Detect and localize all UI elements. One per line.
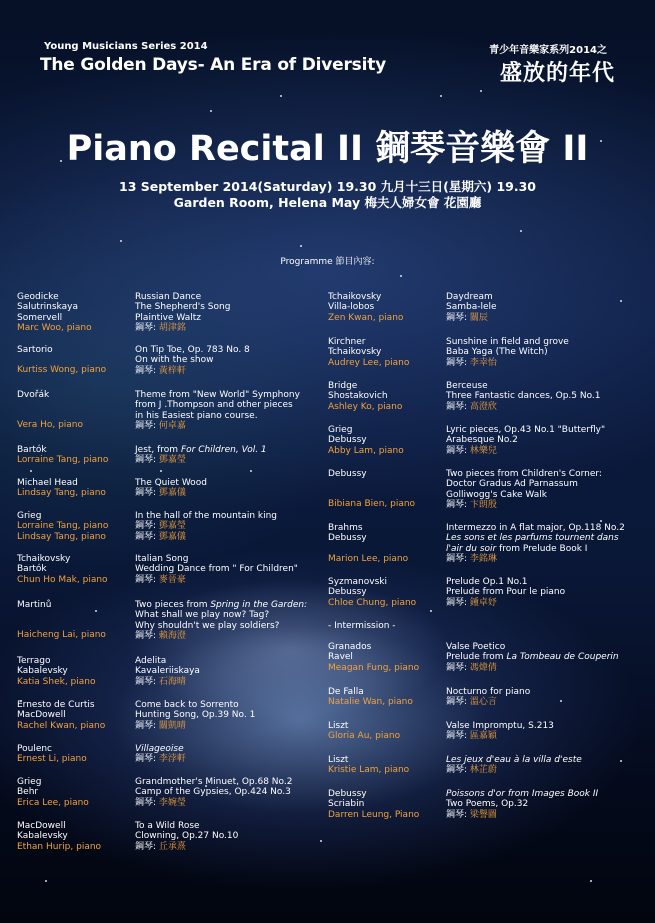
piece-title: Why shouldn't we play soldiers?	[135, 620, 280, 631]
pieces-right-6	[446, 577, 565, 608]
composer: MacDowell	[17, 710, 66, 721]
star-dot	[480, 90, 482, 92]
performer: Erica Lee, piano	[17, 797, 89, 808]
composer: Granados	[328, 642, 372, 652]
date-line: 13 September 2014(Saturday) 19.30 九月十三日(星期六) 19.30	[119, 179, 536, 194]
star-dot	[30, 470, 32, 472]
performance-right-6	[328, 577, 416, 608]
star-dot	[250, 470, 252, 472]
series-subtitle-zh: 盛放的年代	[499, 61, 615, 86]
performance-right-1	[328, 337, 409, 368]
composer: Grieg	[17, 777, 42, 787]
piano-line: 鋼琴: 麥晉豪	[135, 574, 186, 585]
piano-line: 鋼琴: 李婉瑩	[135, 797, 186, 808]
piece-title: Valse Poetico	[446, 642, 506, 652]
piece-title: Sunshine in field and grove	[446, 337, 569, 347]
star-dot	[620, 760, 622, 762]
star-dot	[45, 880, 47, 882]
composer: Debussy	[328, 587, 367, 598]
piece-title: Hunting Song, Op.39 No. 1	[135, 710, 256, 721]
performer: Gloria Au, piano	[328, 731, 401, 742]
piano-line: 鋼琴: 溫心言	[446, 697, 497, 708]
series-subtitle-en: The Golden Days- An Era of Diversity	[40, 55, 387, 75]
pianist-zh: 石海晴	[158, 676, 186, 687]
pieces-left-8	[135, 656, 200, 687]
piano-line: 鋼琴: 李浡軒	[135, 754, 186, 765]
pieces-left-7	[135, 600, 307, 641]
composer: Brahms	[328, 523, 363, 533]
pieces-right-1	[446, 337, 569, 368]
piano-line: 鋼琴: 關辰	[446, 312, 488, 323]
composer: Poulenc	[17, 744, 53, 754]
piece-title: from J .Thompson and other pieces	[135, 400, 293, 411]
pieces-right-10	[446, 755, 582, 776]
performance-right-10	[328, 755, 409, 776]
piece-title: Two pieces from Spring in the Garden:	[135, 600, 308, 610]
pianist-zh: 關辰	[469, 312, 488, 323]
performance-left-2	[17, 390, 83, 431]
composer: Syzmanovski	[328, 577, 387, 587]
piano-line: 鋼琴: 卞朗殷	[446, 499, 497, 510]
piano-line: 鋼琴: 高澄欣	[446, 401, 497, 412]
piano-line: 鋼琴: 關凱晴	[135, 720, 186, 731]
performer: Chloe Chung, piano	[328, 597, 417, 608]
piece-title: Daydream	[446, 292, 493, 302]
composer: Bridge	[328, 381, 358, 391]
pianist-zh: 鄧嘉瑩	[158, 521, 186, 532]
composer: Somervell	[17, 312, 63, 323]
piano-line: 鋼琴: 林樂兒	[446, 445, 497, 456]
pianist-zh: 區嘉穎	[469, 731, 497, 742]
pieces-right-9	[446, 721, 554, 742]
piece-title: The Quiet Wood	[135, 478, 207, 488]
performer: Lorraine Tang, piano	[17, 455, 109, 466]
piece-title: On with the show	[135, 355, 214, 366]
performance-right-4	[328, 469, 415, 510]
pianist-zh: 鍾卓妤	[469, 597, 497, 608]
piece-title: Jest, from For Children, Vol. 1	[135, 445, 267, 455]
star-dot	[210, 110, 212, 112]
piece-title: Come back to Sorrento	[135, 700, 239, 710]
composer: Salutrinskaya	[17, 302, 78, 313]
pieces-left-1	[135, 345, 250, 376]
pieces-left-4	[135, 478, 207, 499]
composer: Geodicke	[17, 292, 59, 302]
pianist-zh: 林樂兒	[469, 445, 497, 456]
star-dot	[300, 245, 302, 247]
composer: Debussy	[328, 533, 367, 544]
star-dot	[600, 520, 602, 522]
piece-title: Les sons et les parfums tournent dans	[446, 533, 619, 544]
performance-left-5	[17, 511, 108, 542]
piece-title: Golliwogg's Cake Walk	[446, 489, 547, 500]
pianist-zh: 李浡軒	[158, 754, 186, 765]
pianist-zh: 關凱晴	[158, 720, 186, 731]
performer: Natalie Wan, piano	[328, 697, 413, 708]
intermission: - Intermission -	[328, 621, 396, 631]
piece-title: Doctor Gradus Ad Parnassum	[446, 479, 578, 490]
piece-title: Wedding Dance from " For Children"	[135, 564, 298, 575]
piece-title: Lyric pieces, Op.43 No.1 "Butterfly"	[446, 425, 606, 435]
star-dot	[520, 230, 522, 232]
pianist-zh: 李銘琳	[469, 553, 497, 564]
performance-right-7	[328, 642, 419, 673]
performer: Vera Ho, piano	[17, 420, 84, 431]
composer: Ernesto de Curtis	[17, 700, 95, 710]
performer: Chun Ho Mak, piano	[17, 574, 108, 585]
pieces-left-6	[135, 554, 298, 585]
pianist-zh: 鄧嘉儀	[158, 531, 186, 542]
pianist-zh: 胡津銘	[158, 322, 186, 333]
performance-left-6	[17, 554, 108, 585]
pianist-zh: 何卓嘉	[158, 420, 186, 431]
performance-right-5	[328, 523, 408, 564]
pieces-right-2	[446, 381, 601, 412]
pieces-right-4	[446, 469, 602, 510]
performance-left-7	[17, 600, 106, 641]
pieces-right-0	[446, 292, 497, 323]
piece-title: Arabesque No.2	[446, 435, 518, 446]
piece-title: Valse Impromptu, S.213	[446, 721, 554, 731]
pianist-zh: 溫心言	[469, 697, 497, 708]
composer: Tchaikovsky	[17, 554, 71, 564]
performance-left-3	[17, 445, 108, 466]
composer: MacDowell	[17, 821, 66, 831]
pieces-right-7	[446, 642, 619, 673]
composer: Villa-lobos	[328, 302, 375, 313]
composer: Liszt	[328, 755, 349, 765]
performance-left-0	[17, 292, 92, 333]
pieces-right-5	[446, 523, 625, 564]
pieces-left-9	[135, 700, 255, 731]
pianist-zh: 鄧嘉儀	[158, 488, 186, 499]
piano-line: 鋼琴: 區嘉穎	[446, 731, 497, 742]
piece-title: Samba-lele	[446, 302, 497, 313]
performance-left-8	[17, 656, 96, 687]
performance-right-2	[328, 381, 402, 412]
performer: Haicheng Lai, piano	[17, 630, 106, 641]
piece-title: Berceuse	[446, 381, 488, 391]
pieces-right-3	[446, 425, 605, 456]
piano-line: 鋼琴: 黃梓軒	[135, 365, 186, 376]
piece-title: What shall we play now? Tag?	[135, 610, 270, 621]
programme-label: Programme 節目內容:	[280, 257, 375, 267]
piece-title: Prelude from Pour le piano	[446, 587, 566, 598]
pianist-zh: 鄧嘉瑩	[158, 455, 186, 466]
performance-right-8	[328, 687, 413, 708]
performer: Ashley Ko, piano	[328, 401, 403, 412]
composer: Kirchner	[328, 337, 366, 347]
performer: Lorraine Tang, piano	[17, 521, 109, 532]
composer: Debussy	[328, 435, 367, 446]
performance-right-9	[328, 721, 400, 742]
piece-title: Grandmother's Minuet, Op.68 No.2	[135, 777, 293, 787]
performance-left-10	[17, 744, 87, 765]
performer: Audrey Lee, piano	[328, 357, 410, 368]
performance-left-9	[17, 700, 105, 731]
piece-title: Camp of the Gypsies, Op.424 No.3	[135, 787, 291, 798]
piano-line: 鋼琴: 賴海澄	[135, 630, 186, 641]
piece-title: Villageoise	[135, 744, 184, 754]
star-dot	[440, 95, 442, 97]
piece-title: Baba Yaga (The Witch)	[446, 347, 548, 358]
piece-title: Italian Song	[135, 554, 189, 564]
pianist-zh: 丘承熹	[158, 841, 186, 852]
composer: Kabalevsky	[17, 666, 68, 677]
composer: Bartók	[17, 445, 47, 455]
piano-line: 鋼琴: 丘承熹	[135, 841, 186, 852]
composer: Sartorio	[17, 345, 53, 355]
piano-line: 鋼琴: 馮煒倩	[446, 662, 497, 673]
piece-title: In the hall of the mountain king	[135, 511, 278, 521]
piano-line: 鋼琴: 李銘琳	[446, 553, 497, 564]
series-title-zh: 青少年音樂家系列2014之	[489, 45, 607, 56]
star-dot	[620, 300, 622, 302]
pianist-zh: 梁譽圖	[469, 809, 497, 820]
pianist-zh: 馮煒倩	[469, 662, 497, 673]
recital-title: Piano Recital II 鋼琴音樂會 II	[66, 129, 589, 169]
piece-title: On Tip Toe, Op. 783 No. 8	[135, 345, 250, 355]
pianist-zh: 高澄欣	[469, 401, 497, 412]
series-title-en: Young Musicians Series 2014	[44, 41, 208, 52]
composer: De Falla	[328, 687, 364, 697]
piano-line: 鋼琴: 李幸怡	[446, 357, 497, 368]
performance-right-0	[328, 292, 403, 323]
performance-right-3	[328, 425, 404, 456]
piece-title: Three Fantastic dances, Op.5 No.1	[446, 391, 601, 402]
composer: Kabalevsky	[17, 831, 68, 842]
piano-line: 鋼琴: 鄧嘉瑩	[135, 521, 186, 532]
pieces-left-12	[135, 821, 238, 852]
composer: Dvořák	[17, 390, 50, 400]
piece-title: l'air du soir from Prelude Book I	[446, 543, 588, 554]
pianist-zh: 李幸怡	[469, 357, 497, 368]
piece-title: Two Poems, Op.32	[446, 799, 529, 810]
composer: Ravel	[328, 652, 353, 663]
star-dot	[320, 840, 322, 842]
performer: Marion Lee, piano	[328, 553, 409, 564]
composer: Terrago	[17, 656, 51, 666]
performer: Ernest Li, piano	[17, 754, 87, 765]
pieces-right-11	[446, 789, 598, 820]
composer: Behr	[17, 787, 39, 798]
piece-title: Les jeux d'eau à la villa d'este	[446, 755, 582, 765]
pieces-left-5	[135, 511, 277, 542]
composer: Tchaikovsky	[328, 292, 382, 302]
star-dot	[560, 700, 562, 702]
piano-line: 鋼琴: 梁譽圖	[446, 809, 497, 820]
performer: Katia Shek, piano	[17, 676, 96, 687]
pieces-left-3	[135, 445, 267, 466]
piano-line: 鋼琴: 林芷蔚	[446, 765, 497, 776]
pieces-left-0	[135, 292, 230, 333]
piece-title: in his Easiest piano course.	[135, 410, 258, 421]
performer: Kristie Lam, piano	[328, 765, 410, 776]
composer: Debussy	[328, 469, 367, 479]
composer: Bartók	[17, 564, 47, 575]
piano-line: 鋼琴: 鄧嘉瑩	[135, 455, 186, 466]
piano-line: 鋼琴: 胡津銘	[135, 322, 186, 333]
performer: Bibiana Bien, piano	[328, 499, 416, 510]
pianist-zh: 卞朗殷	[469, 499, 497, 510]
performer: Ethan Hurip, piano	[17, 841, 102, 852]
composer: Grieg	[17, 511, 42, 521]
piece-title: Plaintive Waltz	[135, 312, 201, 323]
star-dot	[400, 275, 402, 277]
pianist-zh: 黃梓軒	[158, 365, 186, 376]
performance-left-4	[17, 478, 106, 499]
piece-title: Poissons d'or from Images Book II	[446, 789, 599, 799]
piano-line: 鋼琴: 石海晴	[135, 676, 186, 687]
piece-title: Clowning, Op.27 No.10	[135, 831, 239, 842]
performer: Abby Lam, piano	[328, 445, 404, 456]
piece-title: To a Wild Rose	[135, 821, 200, 831]
piano-line: 鋼琴: 鄧嘉儀	[135, 531, 186, 542]
piece-title: Theme from "New World" Symphony	[135, 390, 300, 400]
composer: Shostakovich	[328, 391, 388, 402]
star-dot	[160, 470, 162, 472]
performer: Zen Kwan, piano	[328, 312, 404, 323]
piece-title: Intermezzo in A flat major, Op.118 No.2	[446, 523, 625, 533]
performer: Kurtiss Wong, piano	[17, 365, 107, 376]
composer: Debussy	[328, 789, 367, 799]
star-dot	[590, 880, 592, 882]
composer: Grieg	[328, 425, 353, 435]
piece-title: Nocturno for piano	[446, 687, 531, 697]
piano-line: 鋼琴: 鍾卓妤	[446, 597, 497, 608]
pianist-zh: 林芷蔚	[469, 765, 497, 776]
pieces-left-11	[135, 777, 292, 808]
piano-line: 鋼琴: 何卓嘉	[135, 420, 186, 431]
piano-line: 鋼琴: 鄧嘉儀	[135, 488, 186, 499]
star-dot	[280, 95, 282, 97]
performance-right-11	[328, 789, 419, 820]
piece-title: Kavaleriiskaya	[135, 666, 200, 677]
performance-left-12	[17, 821, 101, 852]
piece-title: The Shepherd's Song	[135, 302, 231, 313]
pianist-zh: 李婉瑩	[158, 797, 186, 808]
pieces-right-8	[446, 687, 530, 708]
piece-title: Adelita	[135, 656, 167, 666]
piece-title: Prelude Op.1 No.1	[446, 577, 528, 587]
performer: Meagan Fung, piano	[328, 662, 420, 673]
pianist-zh: 麥晉豪	[158, 574, 186, 585]
composer: Liszt	[328, 721, 349, 731]
performer: Lindsay Tang, piano	[17, 531, 106, 542]
venue-line: Garden Room, Helena May 梅夫人婦女會 花園廳	[173, 195, 482, 210]
performance-left-1	[17, 345, 106, 376]
performer: Marc Woo, piano	[17, 322, 92, 333]
composer: Martinů	[17, 600, 52, 610]
performer: Rachel Kwan, piano	[17, 720, 106, 731]
performance-left-11	[17, 777, 89, 808]
composer: Tchaikovsky	[328, 347, 382, 358]
composer: Michael Head	[17, 478, 78, 488]
pianist-zh: 賴海澄	[158, 630, 186, 641]
piece-title: Prelude from La Tombeau de Couperin	[446, 652, 619, 663]
composer: Scriabin	[328, 799, 365, 810]
pieces-left-10	[135, 744, 186, 765]
pieces-left-2	[135, 390, 300, 431]
piece-title: Russian Dance	[135, 292, 202, 302]
star-dot	[430, 610, 432, 612]
performer: Lindsay Tang, piano	[17, 488, 106, 499]
performer: Darren Leung, Piano	[328, 809, 420, 820]
star-dot	[120, 240, 122, 242]
piece-title: Two pieces from Children's Corner:	[446, 469, 602, 479]
